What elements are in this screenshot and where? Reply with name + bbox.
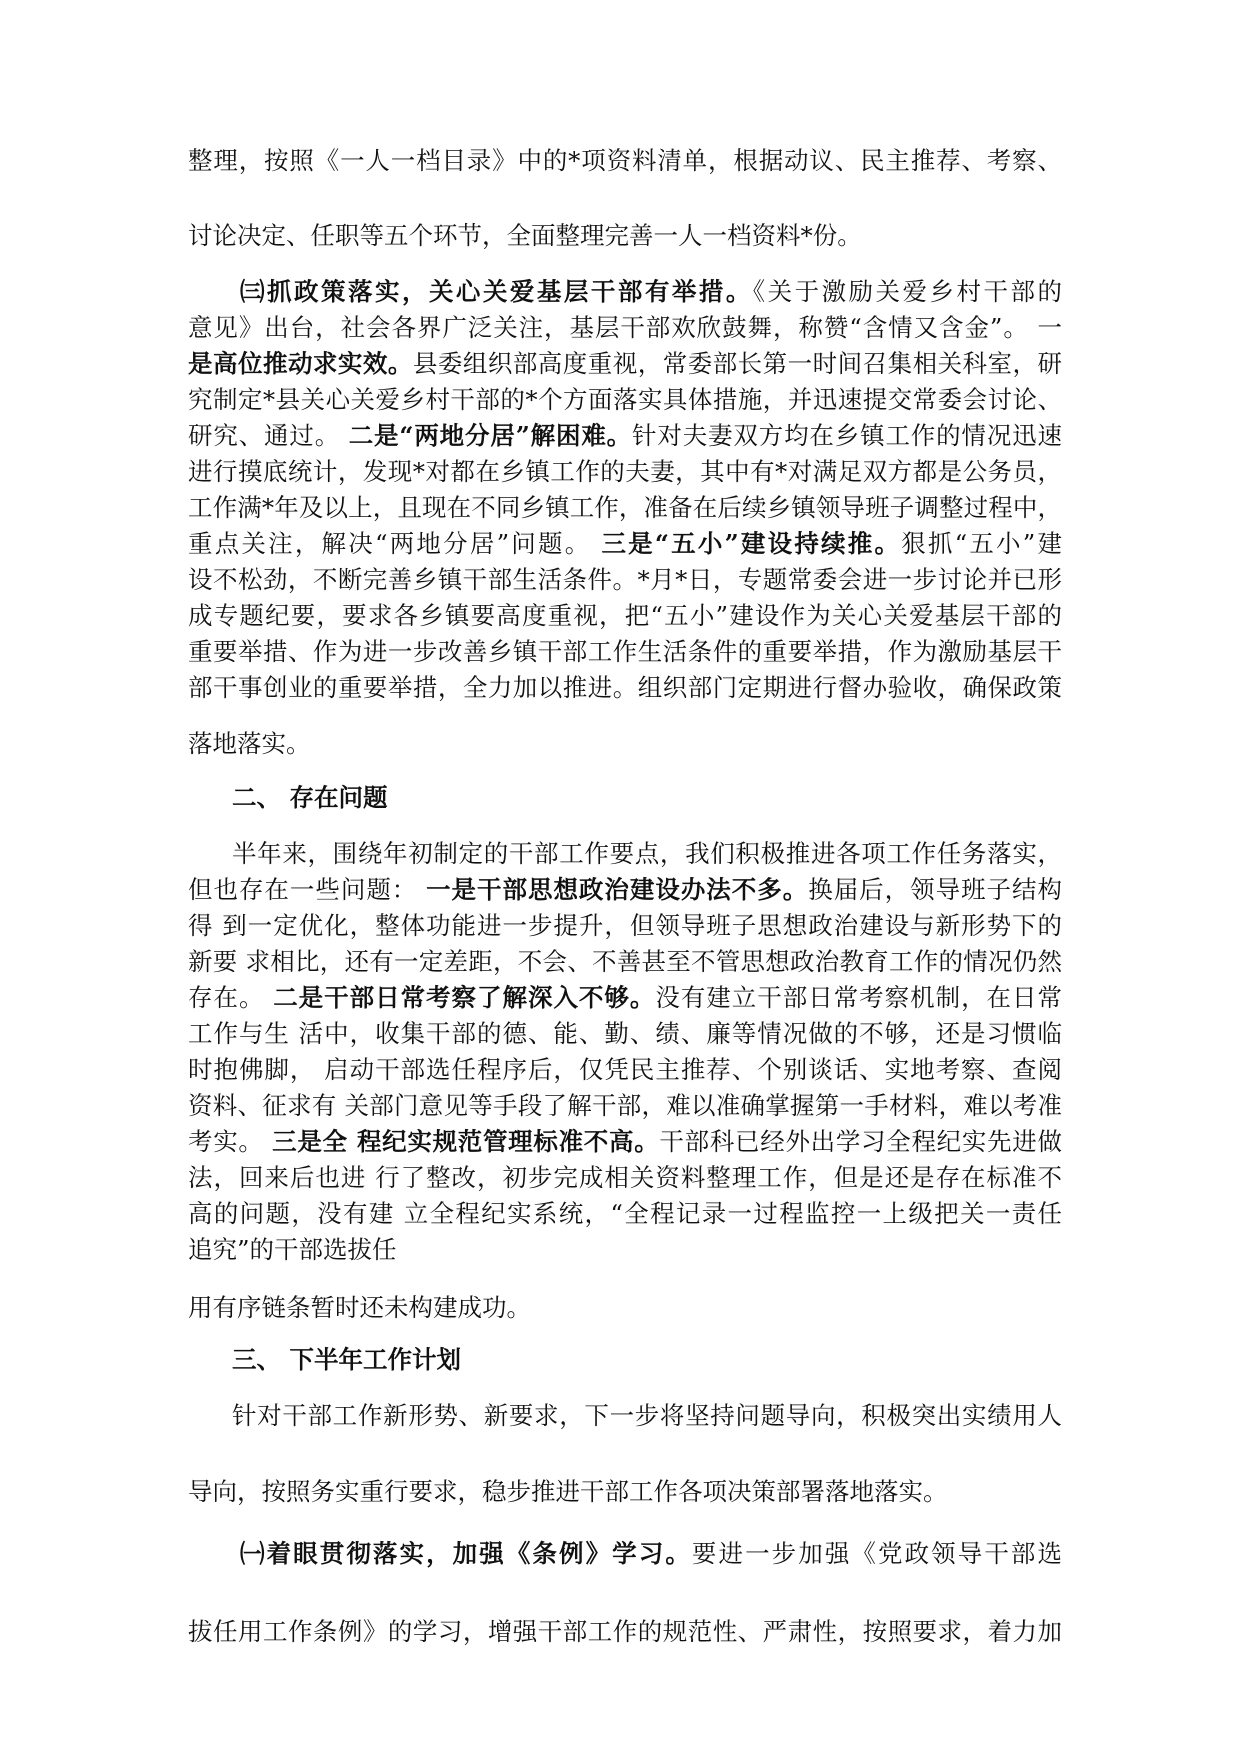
text-line [188, 526, 1062, 562]
text-run: 成专题纪要，要求各乡镇要高度重视，把“五小”建设作为关心关爱基层干部的 [188, 601, 1062, 630]
text-line [188, 1614, 1062, 1650]
text-line [188, 143, 1062, 179]
text-run: 狠抓“五小”建 [901, 529, 1062, 558]
text-run: 但也存在一些问题： [188, 875, 427, 904]
text-run: 法，回来后也进 行了整改，初步完成相关资料整理工作，但是还是存在标准不 [188, 1163, 1062, 1192]
text-line [188, 1196, 1062, 1232]
text-run: 拔任用工作条例》的学习，增强干部工作的规范性、严肃性，按照要求，着力加 [188, 1617, 1062, 1646]
bold-text-run: 是高位推动求实效。 [188, 349, 413, 378]
text-run: 考实。 [188, 1127, 273, 1156]
text-line [240, 274, 1062, 310]
bold-text-run: 二、 存在问题 [232, 783, 388, 812]
text-run: 新要 求相比，还有一定差距，不会、不善甚至不管思想政治教育工作的情况仍然 [188, 947, 1062, 976]
bold-text-run: 二是“两地分居”解困难。 [348, 421, 633, 450]
text-run: 干部科已经外出学习全程纪实先进做 [659, 1127, 1062, 1156]
bold-text-run: ㈢抓政策落实，关心关爱基层干部有举措。 [240, 277, 753, 306]
document-page [188, 0, 1062, 1754]
text-run: 进行摸底统计，发现*对都在乡镇工作的夫妻，其中有*对满足双方都是公务员， [188, 457, 1062, 486]
text-run: 存在。 [188, 983, 274, 1012]
text-line [188, 1088, 1062, 1124]
text-line [188, 562, 1062, 598]
text-run: 意见》出台，社会各界广泛关注，基层干部欢欣鼓舞，称赞“含情又含金”。 一 [188, 313, 1062, 342]
text-run: 设不松劲，不断完善乡镇干部生活条件。*月*日，专题常委会进一步讨论并已形 [188, 565, 1062, 594]
text-run: 工作满*年及以上，且现在不同乡镇工作，准备在后续乡镇领导班子调整过程中， [188, 493, 1062, 522]
text-line [188, 1232, 1062, 1268]
bold-text-run: 二是干部日常考察了解深入不够。 [273, 983, 656, 1012]
text-run: 针对夫妻双方均在乡镇工作的情况迅速 [632, 421, 1063, 450]
text-run: 没有建立干部日常考察机制，在日常 [655, 983, 1063, 1012]
text-line [188, 218, 1062, 254]
text-run: 半年来，围绕年初制定的干部工作要点，我们积极推进各项工作任务落实， [232, 839, 1062, 868]
text-run: 整理，按照《一人一档目录》中的*项资料清单，根据动议、民主推荐、考察、 [188, 146, 1062, 175]
text-run: 高的问题，没有建 立全程纪实系统，“全程记录一过程监控一上级把关一责任 [188, 1199, 1062, 1228]
text-line [188, 490, 1062, 526]
text-run: 重要举措、作为进一步改善乡镇干部工作生活条件的重要举措，作为激励基层干 [188, 637, 1062, 666]
text-line [240, 1536, 1062, 1572]
text-line [188, 1124, 1062, 1160]
text-run: 重点关注，解决“两地分居”问题。 [188, 529, 602, 558]
bold-text-run: 三是全 程纪实规范管理标准不高。 [272, 1127, 660, 1156]
text-line [188, 872, 1062, 908]
text-line [188, 598, 1062, 634]
text-run: 落地落实。 [188, 729, 311, 758]
text-run: 《关于激励关爱乡村干部的 [752, 277, 1063, 306]
text-run: 资料、征求有 关部门意见等手段了解干部，难以准确掌握第一手材料，难以考准 [188, 1091, 1062, 1120]
text-line [188, 944, 1062, 980]
text-line [188, 1290, 1062, 1326]
text-line [188, 1160, 1062, 1196]
text-run: 讨论决定、任职等五个环节，全面整理完善一人一档资料*份。 [188, 221, 862, 250]
text-run: 究制定*县关心关爱乡村干部的*个方面落实具体措施，并迅速提交常委会讨论、 [188, 385, 1062, 414]
text-run: 工作与生 活中，收集干部的德、能、勤、绩、廉等情况做的不够，还是习惯临 [188, 1019, 1062, 1048]
text-line [188, 634, 1062, 670]
text-line [188, 670, 1062, 706]
text-run: 县委组织部高度重视，常委部长第一时间召集相关科室，研 [412, 349, 1063, 378]
text-line [188, 908, 1062, 944]
text-line [188, 382, 1062, 418]
text-run: 得 到一定优化，整体功能进一步提升，但领导班子思想政治建设与新形势下的 [188, 911, 1062, 940]
text-run: 研究、通过。 [188, 421, 349, 450]
text-line [188, 726, 1062, 762]
text-run: 追究”的干部选拔任 [188, 1235, 397, 1264]
bold-text-run: 三是“五小”建设持续推。 [601, 529, 902, 558]
text-run: 导向，按照务实重行要求，稳步推进干部工作各项决策部署落地落实。 [188, 1477, 948, 1506]
text-line [232, 1398, 1062, 1434]
text-line [188, 418, 1062, 454]
text-line [188, 1016, 1062, 1052]
bold-text-run: 一是干部思想政治建设办法不多。 [426, 875, 809, 904]
text-run: 要进一步加强《党政领导干部选 [691, 1539, 1063, 1568]
text-run: 针对干部工作新形势、新要求，下一步将坚持问题导向，积极突出实绩用人 [232, 1401, 1062, 1430]
text-run: 部干事创业的重要举措，全力加以推进。组织部门定期进行督办验收，确保政策 [188, 673, 1062, 702]
text-line [188, 346, 1062, 382]
section-heading [232, 1342, 1062, 1378]
bold-text-run: ㈠着眼贯彻落实，加强《条例》学习。 [240, 1539, 692, 1568]
text-line [188, 310, 1062, 346]
section-heading [232, 780, 1062, 816]
bold-text-run: 三、 下半年工作计划 [232, 1345, 462, 1374]
text-run: 换届后，领导班子结构 [808, 875, 1063, 904]
text-line [232, 836, 1062, 872]
text-line [188, 454, 1062, 490]
text-line [188, 1474, 1062, 1510]
text-run: 用有序链条暂时还未构建成功。 [188, 1293, 531, 1322]
text-run: 时抱佛脚， 启动干部选任程序后，仅凭民主推荐、个别谈话、实地考察、查阅 [188, 1055, 1062, 1084]
text-line [188, 1052, 1062, 1088]
text-line [188, 980, 1062, 1016]
